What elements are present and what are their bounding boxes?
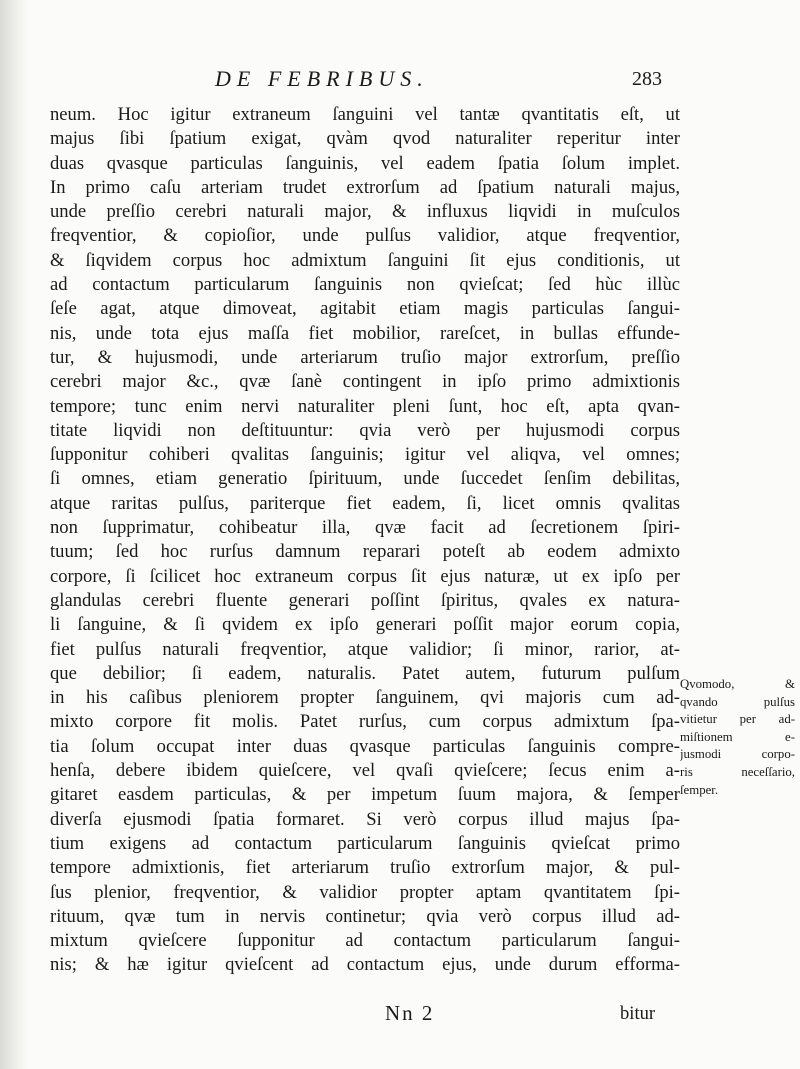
text-line: corpore, ſi ſcilicet hoc extraneum corpus ſit ejus naturæ, ut ex ipſo per [50, 565, 680, 587]
catchword: bitur [620, 1003, 656, 1024]
text-line: ſi omnes, etiam generatio ſpirituum, unde ſuccedet ſenſim debilitas, [50, 468, 680, 490]
running-head [0, 66, 800, 98]
text-line: tempore admixtionis, fiet arteriarum truſio extrorſum major, & pul- [50, 857, 680, 879]
text-line: neum. Hoc igitur extraneum ſanguini vel tantæ qvantitatis eſt, ut [50, 104, 680, 125]
text-line: nis; & hæ igitur qvieſcent ad contactum ejus, unde durum efforma- [50, 954, 680, 976]
text-line: henſa, debere ibidem quieſcere, vel qvaſi qvieſcere; ſecus enim a- [50, 760, 680, 782]
text-line: tium exigens ad contactum particularum ſanguinis qvieſcat primo [50, 832, 680, 854]
text-line: mixtum qvieſcere ſupponitur ad contactum particularum ſangui- [50, 930, 680, 952]
page-gutter-shadow [0, 0, 28, 1069]
text-line: tempore; tunc enim nervi naturaliter pleni ſunt, hoc eſt, apta qvan- [50, 395, 680, 417]
text-line: tuum; ſed hoc rurſus damnum reparari poteſt ab eodem admixto [50, 541, 680, 563]
text-line: rituum, qvæ tum in nervis continetur; qvia verò corpus illud ad- [50, 905, 680, 927]
margin-note-line: qvando pulſus [680, 694, 795, 709]
text-line: freqventior, & copioſior, unde pulſus validior, atque freqventior, [50, 225, 680, 247]
text-line: & ſiqvidem corpus hoc admixtum ſanguini ſit ejus conditionis, ut [50, 249, 680, 271]
margin-note-line: vitietur per ad- [680, 712, 795, 727]
body-text [50, 103, 680, 978]
margin-note-line: miſtionem e- [680, 729, 795, 744]
running-title: DE FEBRIBUS. [215, 66, 429, 91]
margin-note-line: ris neceſſario, [680, 764, 795, 779]
text-line: mixto corpore fit molis. Patet rurſus, cum corpus admixtum ſpa- [50, 711, 680, 733]
text-line: duas qvasque particulas ſanguinis, vel eadem ſpatia ſolum implet. [50, 152, 680, 174]
margin-note [680, 676, 795, 799]
text-line: In primo caſu arteriam trudet extrorſum ad ſpatium naturali majus, [50, 176, 680, 198]
text-line: glandulas cerebri fluente generari poſſint ſpiritus, qvales ex natura- [50, 589, 680, 611]
text-line: ſeſe agat, atque dimoveat, agitabit etiam magis particulas ſangui- [50, 298, 680, 320]
text-line: fiet pulſus naturali freqventior, atque validior; ſi minor, rarior, at- [50, 638, 680, 660]
margin-note-line: ſemper. [680, 782, 719, 797]
text-line: li ſanguine, & ſi qvidem ex ipſo generari poſſit major eorum copia, [50, 614, 680, 636]
margin-note-line: Qvomodo, & [680, 677, 795, 691]
text-line: atque raritas pulſus, pariterque fiet eadem, ſi, licet omnis qvalitas [50, 492, 680, 514]
text-line: ſus plenior, freqventior, & validior propter aptam qvantitatem ſpi- [50, 881, 680, 903]
text-line: titate liqvidi non deſtituuntur: qvia verò per hujusmodi corpus [50, 419, 680, 441]
text-line: ad contactum particularum ſanguinis non qvieſcat; ſed hùc illùc [50, 274, 680, 296]
text-line: non ſupprimatur, cohibeatur illa, qvæ facit ad ſecretionem ſpiri- [50, 517, 680, 539]
text-line: in his caſibus pleniorem propter ſanguinem, qvi majoris cum ad- [50, 687, 680, 709]
signature-mark: Nn 2 [385, 1001, 435, 1025]
text-line: diverſa ejusmodi ſpatia formaret. Si verò corpus illud majus ſpa- [50, 808, 680, 830]
margin-note-line: jusmodi corpo- [680, 747, 795, 762]
text-line: majus ſibi ſpatium exigat, qvàm qvod naturaliter reperitur inter [50, 128, 680, 150]
text-line: tur, & hujusmodi, unde arteriarum truſio major extrorſum, preſſio [50, 346, 680, 368]
text-line: nis, unde tota ejus maſſa fiet mobilior, rareſcet, in bullas effunde- [50, 322, 680, 344]
text-line: cerebri major &c., qvæ ſanè contingent in ipſo primo admixtionis [50, 371, 680, 393]
text-line: que debilior; ſi eadem, naturalis. Patet autem, futurum pulſum [50, 662, 680, 684]
text-line: ſupponitur cohiberi qvalitas ſanguinis; igitur vel aliqva, vel omnes; [50, 444, 680, 466]
text-line: tia ſolum occupat inter duas qvasque particulas ſanguinis compre- [50, 735, 680, 757]
page-number: 283 [632, 68, 662, 90]
text-line: unde preſſio cerebri naturali major, & influxus liqvidi in muſculos [50, 201, 680, 223]
text-line: gitaret easdem particulas, & per impetum ſuum majora, & ſemper [50, 784, 680, 806]
